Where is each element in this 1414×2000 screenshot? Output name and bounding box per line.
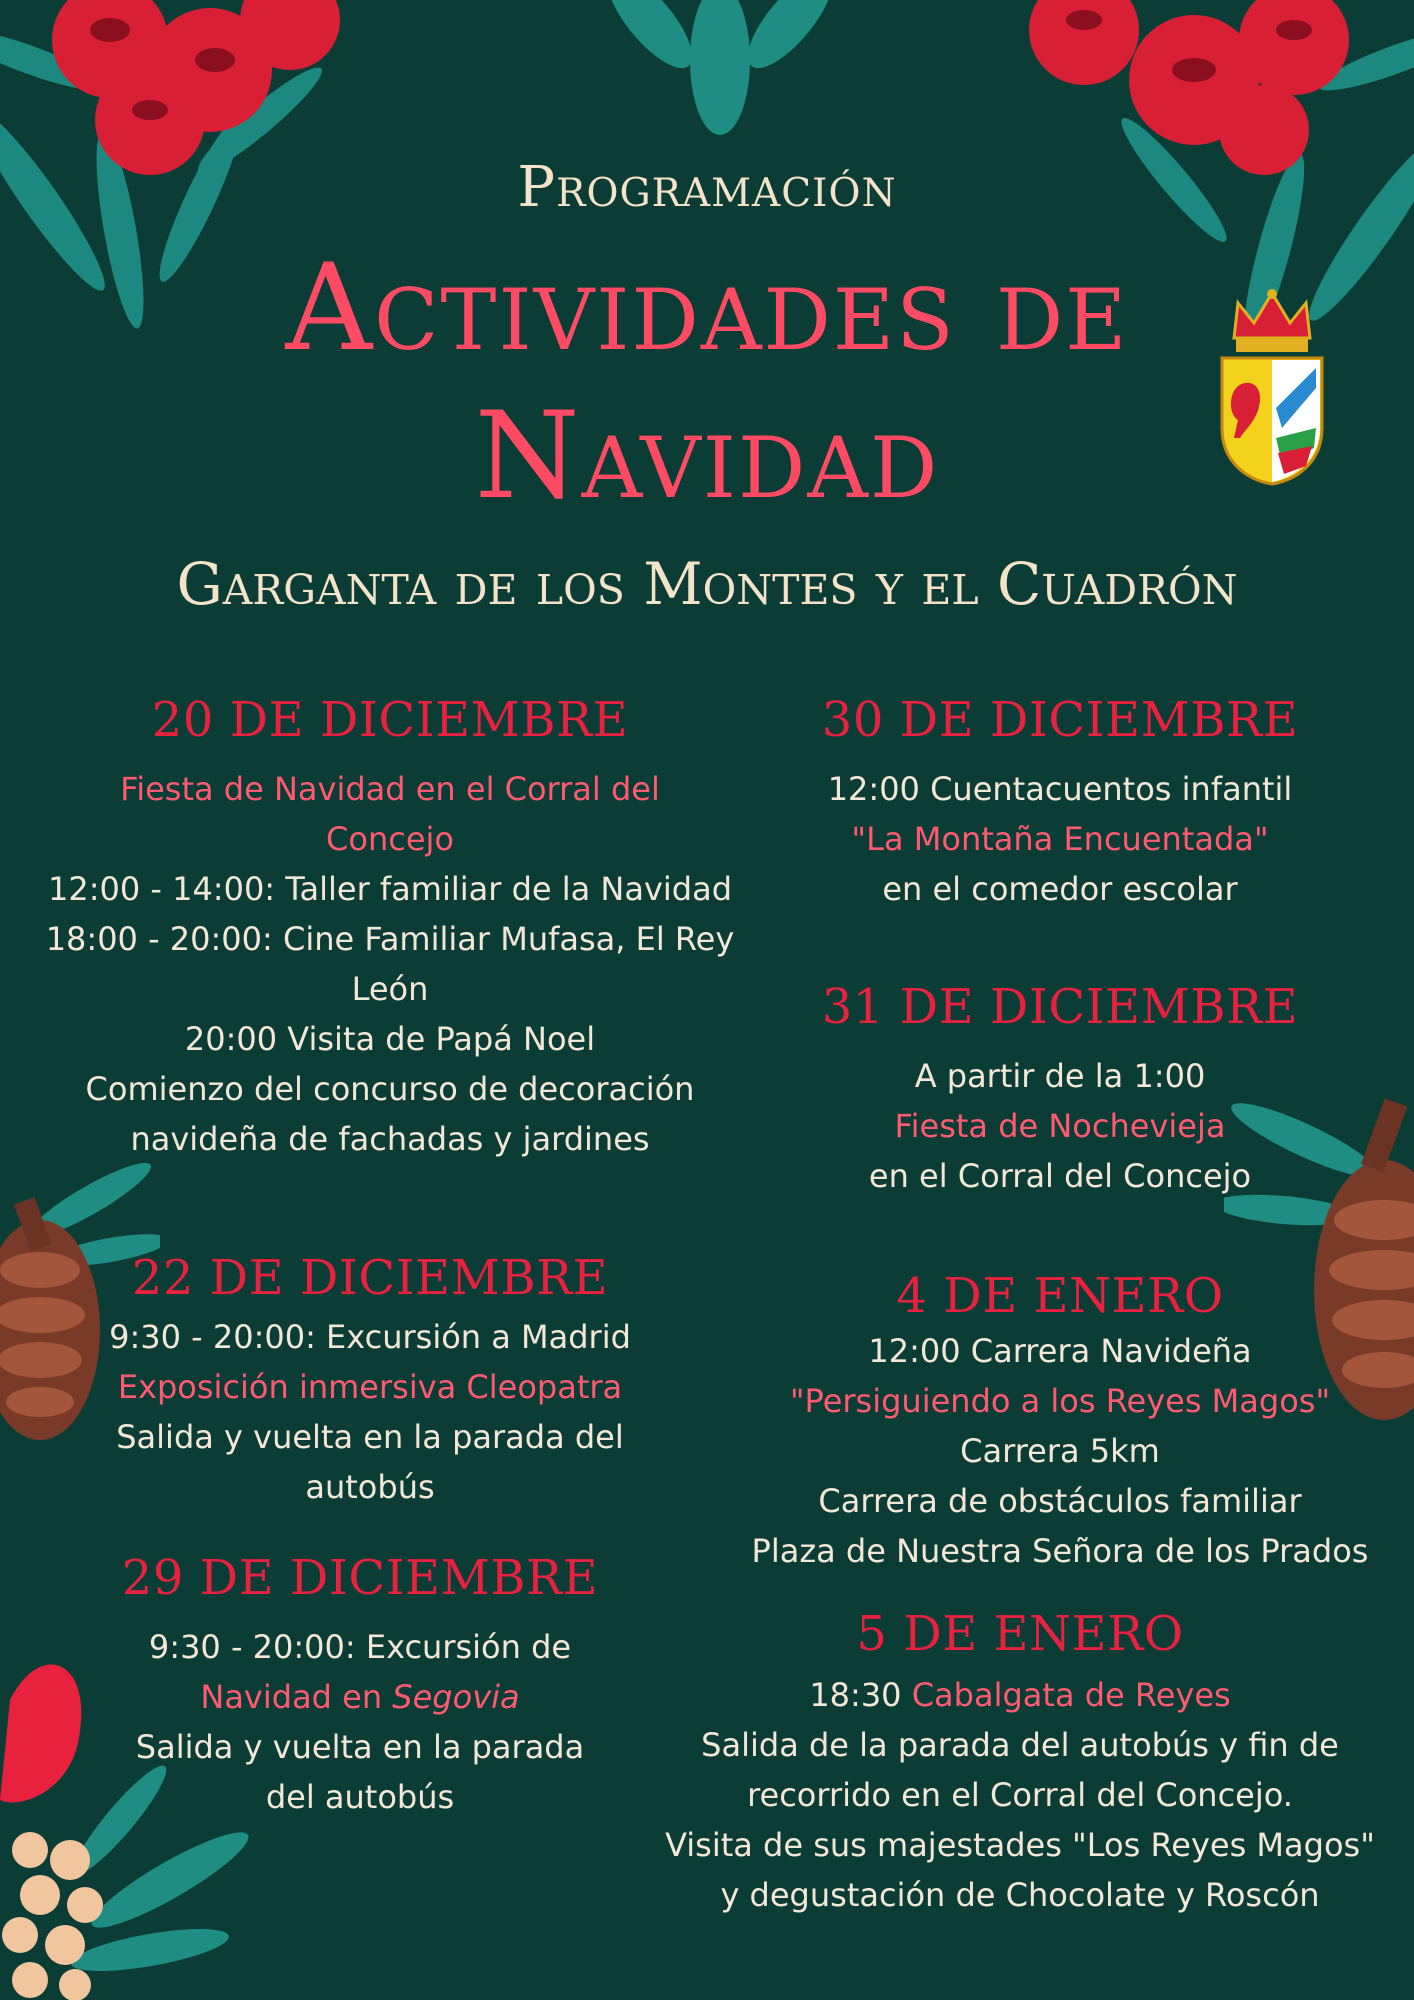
- event-line: Salida de la parada del autobús y fin de: [701, 1726, 1339, 1764]
- event-line: Comienzo del concurso de decoración: [85, 1070, 695, 1108]
- event-line: autobús: [305, 1468, 435, 1506]
- event-date: 29 DE DICIEMBRE: [121, 1550, 599, 1606]
- event-date: 31 DE DICIEMBRE: [821, 979, 1299, 1035]
- event-line-time: 18:30: [809, 1676, 912, 1714]
- event-line: en el comedor escolar: [882, 870, 1238, 908]
- page-subtitle: Garganta de los Montes y el Cuadrón: [176, 550, 1238, 618]
- event-line: Salida y vuelta en la parada del: [116, 1418, 624, 1456]
- event-line: en el Corral del Concejo: [868, 1157, 1252, 1195]
- event-line: Fiesta de Nochevieja: [894, 1107, 1226, 1145]
- event-line-city: Segovia: [392, 1678, 520, 1716]
- event-line-part: Navidad en: [200, 1678, 393, 1716]
- event-line-highlight: Cabalgata de Reyes: [911, 1676, 1231, 1714]
- event-dec-31: [760, 977, 1360, 1201]
- event-line: A partir de la 1:00: [914, 1057, 1206, 1095]
- event-dec-20: [30, 690, 750, 1164]
- event-jan-5: [640, 1604, 1400, 1920]
- event-dec-22: [60, 1248, 680, 1512]
- event-line: "Persiguiendo a los Reyes Magos": [789, 1382, 1331, 1420]
- event-line: Carrera 5km: [960, 1432, 1160, 1470]
- event-line: 9:30 - 20:00: Excursión de: [148, 1628, 572, 1666]
- event-line: Visita de sus majestades "Los Reyes Magos": [665, 1826, 1375, 1864]
- event-date: 30 DE DICIEMBRE: [821, 692, 1299, 748]
- event-line: Fiesta de Navidad en el Corral del: [120, 770, 660, 808]
- event-line: León: [351, 970, 429, 1008]
- event-line: Plaza de Nuestra Señora de los Prados: [751, 1532, 1369, 1570]
- event-dec-30: [760, 690, 1360, 914]
- event-line: Carrera de obstáculos familiar: [818, 1482, 1302, 1520]
- event-date: 5 DE ENERO: [856, 1606, 1184, 1662]
- event-jan-4: [710, 1266, 1410, 1576]
- event-line: recorrido en el Corral del Concejo.: [747, 1776, 1293, 1814]
- event-line: 12:00 Carrera Navideña: [868, 1332, 1252, 1370]
- event-date: 4 DE ENERO: [896, 1268, 1224, 1324]
- coat-of-arms-icon: [1216, 288, 1328, 488]
- top-center-leaves-decoration: [590, 0, 850, 140]
- event-line: 12:00 Cuentacuentos infantil: [827, 770, 1293, 808]
- event-line: "La Montaña Encuentada": [851, 820, 1269, 858]
- event-line: 20:00 Visita de Papá Noel: [184, 1020, 596, 1058]
- event-line: [60, 1672, 660, 1722]
- event-line: y degustación de Chocolate y Roscón: [720, 1876, 1320, 1914]
- event-line: Concejo: [326, 820, 454, 858]
- event-line: Salida y vuelta en la parada: [135, 1728, 585, 1766]
- event-date: 22 DE DICIEMBRE: [131, 1250, 609, 1306]
- event-line: [640, 1670, 1400, 1720]
- page-title: Actividades de Navidad: [285, 239, 1129, 526]
- event-line: navideña de fachadas y jardines: [130, 1120, 650, 1158]
- event-line: 18:00 - 20:00: Cine Familiar Mufasa, El Rey: [45, 920, 735, 958]
- event-line: 12:00 - 14:00: Taller familiar de la Navidad: [47, 870, 733, 908]
- event-line: 9:30 - 20:00: Excursión a Madrid: [109, 1318, 631, 1356]
- kicker-heading: Programación: [517, 155, 897, 220]
- event-date: 20 DE DICIEMBRE: [151, 692, 629, 748]
- event-line: del autobús: [265, 1778, 455, 1816]
- event-dec-29: [60, 1548, 660, 1822]
- event-line: Exposición inmersiva Cleopatra: [117, 1368, 623, 1406]
